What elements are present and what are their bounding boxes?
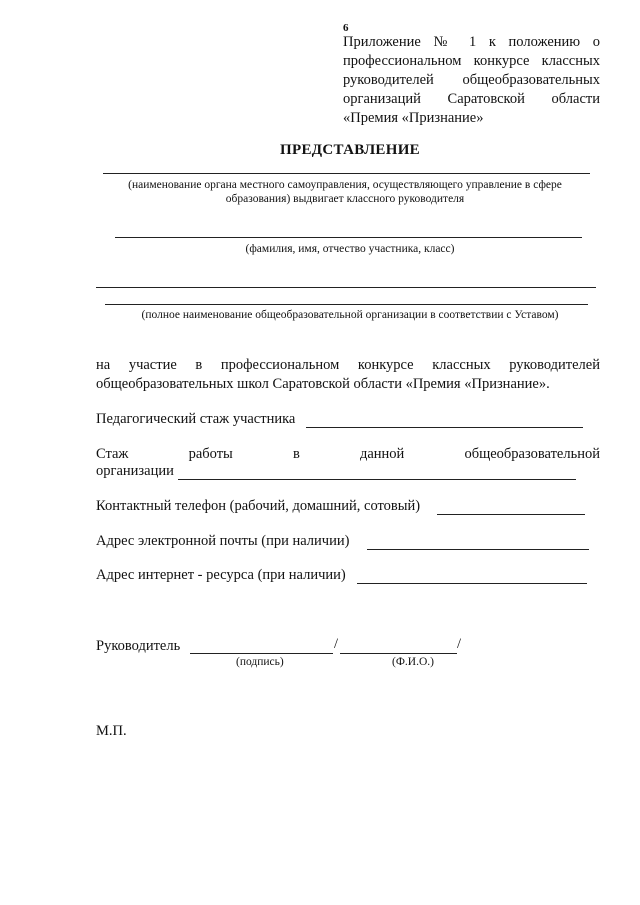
website-field[interactable] — [357, 583, 587, 584]
participant-caption: (фамилия, имя, отчество участника, класс) — [245, 243, 455, 255]
fio-field[interactable] — [340, 653, 457, 654]
annex-line: «Премия «Признание» — [343, 110, 484, 126]
annex-line: организаций Саратовской области — [343, 91, 600, 107]
website-label: Адрес интернет - ресурса (при наличии) — [96, 567, 346, 583]
participant-blank-line[interactable] — [115, 237, 582, 238]
ped-experience-field[interactable] — [306, 427, 583, 428]
annex-line: профессиональном конкурсе классных — [343, 53, 600, 69]
slash-2: / — [457, 636, 462, 652]
signature-caption: (подпись) — [236, 656, 284, 668]
organ-caption-1: (наименование органа местного самоуправления, осуществляющего управление в сфере — [128, 179, 562, 191]
organ-blank-line[interactable] — [103, 173, 590, 174]
slash-1: / — [334, 636, 339, 652]
email-field[interactable] — [367, 549, 589, 550]
document-title: ПРЕДСТАВЛЕНИЕ — [280, 142, 420, 158]
page-number: 6 — [343, 22, 349, 34]
organ-caption-2: образования) выдвигает классного руководителя — [225, 193, 465, 205]
org-experience-field[interactable] — [178, 479, 576, 480]
org-experience-label-1: Стаж работы в данной общеобразовательной — [96, 446, 600, 462]
annex-line: Приложение № 1 к положению о — [343, 34, 600, 50]
organization-blank-line-1[interactable] — [96, 287, 596, 288]
signature-field[interactable] — [190, 653, 333, 654]
organization-caption: (полное наименование общеобразовательной организации в соответствии с Уставом) — [141, 309, 559, 321]
annex-note — [343, 33, 600, 128]
organization-blank-line-2[interactable] — [105, 304, 588, 305]
participation-line-1: на участие в профессиональном конкурсе классных руководителей — [96, 357, 600, 373]
phone-label: Контактный телефон (рабочий, домашний, сотовый) — [96, 498, 421, 514]
fio-caption: (Ф.И.О.) — [392, 656, 434, 668]
stamp-place: М.П. — [96, 723, 127, 739]
participation-line-2: общеобразовательных школ Саратовской области «Премия «Признание». — [96, 376, 550, 392]
email-label: Адрес электронной почты (при наличии) — [96, 533, 350, 549]
annex-line: руководителей общеобразовательных — [343, 72, 600, 88]
phone-field[interactable] — [437, 514, 585, 515]
org-experience-label-2: организации — [96, 463, 174, 479]
ped-experience-label: Педагогический стаж участника — [96, 411, 296, 427]
head-label: Руководитель — [96, 638, 181, 654]
